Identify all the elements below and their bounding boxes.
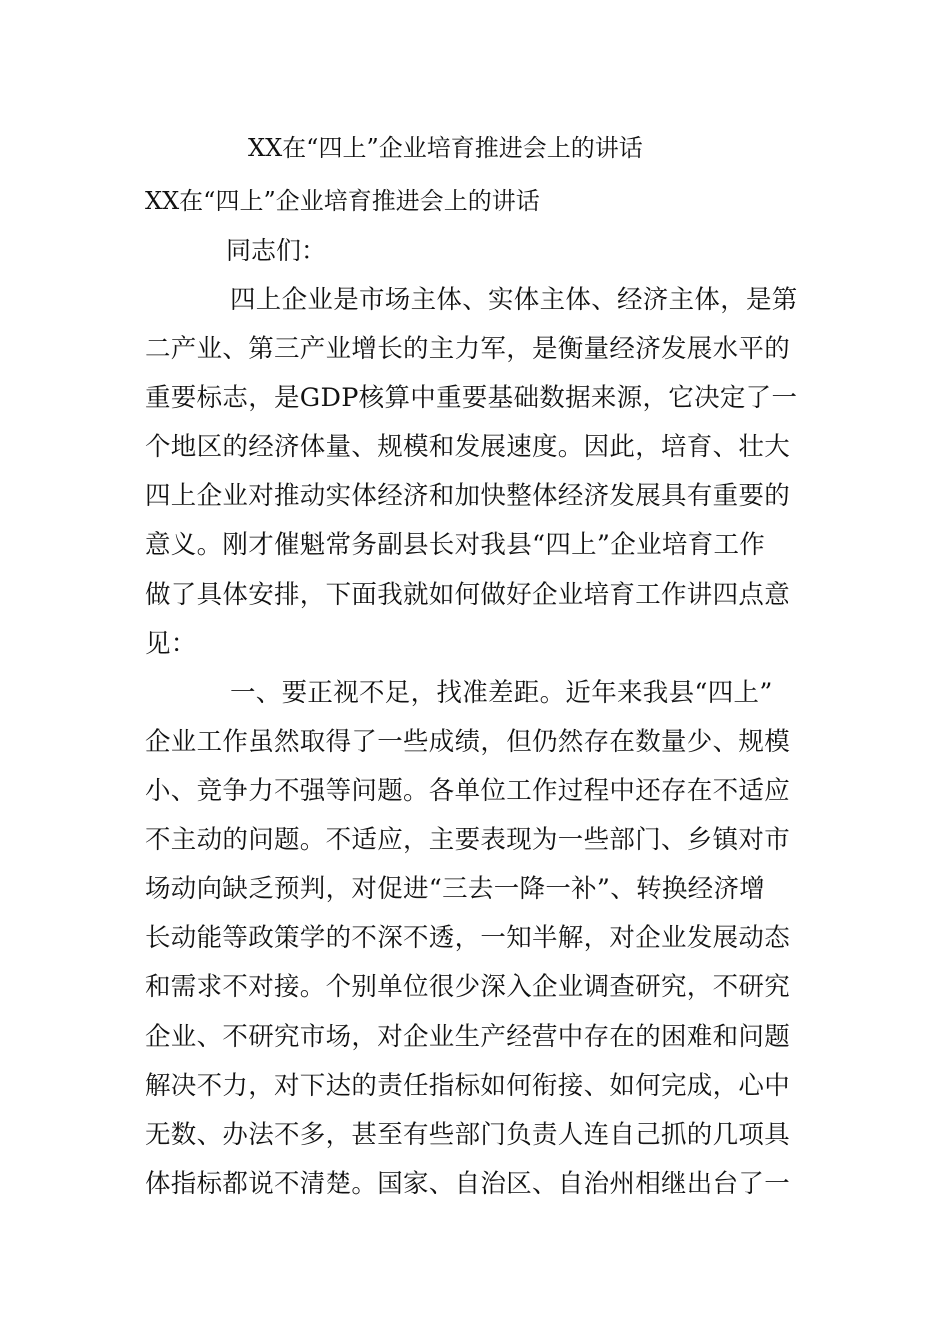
paragraph-line: 解决不力，对下达的责任指标如何衔接、如何完成，心中 bbox=[145, 1071, 791, 1101]
paragraph-line: 见： bbox=[145, 629, 197, 659]
document-subtitle: XX在“四上”企业培育推进会上的讲话 bbox=[145, 187, 540, 215]
paragraph-line: 意义。刚才催魁常务副县长对我县“四上”企业培育工作 bbox=[145, 530, 766, 560]
paragraph-line: 长动能等政策学的不深不透，一知半解，对企业发展动态 bbox=[145, 923, 791, 953]
paragraph-line: 重要标志，是GDP核算中重要基础数据来源，它决定了一 bbox=[145, 383, 798, 413]
paragraph-line: 企业、不研究市场，对企业生产经营中存在的困难和问题 bbox=[145, 1022, 791, 1052]
paragraph-line: 四上企业是市场主体、实体主体、经济主体，是第 bbox=[230, 285, 798, 315]
paragraph-line: 场动向缺乏预判，对促进“三去一降一补”、转换经济增 bbox=[145, 874, 766, 904]
document-title: XX在“四上”企业培育推进会上的讲话 bbox=[248, 134, 643, 162]
paragraph-line: 体指标都说不清楚。国家、自治区、自治州相继出台了一 bbox=[145, 1169, 791, 1199]
paragraph-line: 个地区的经济体量、规模和发展速度。因此，培育、壮大 bbox=[145, 432, 791, 462]
paragraph-line: 企业工作虽然取得了一些成绩，但仍然存在数量少、规模 bbox=[145, 727, 791, 757]
paragraph-line: 二产业、第三产业增长的主力军，是衡量经济发展水平的 bbox=[145, 334, 791, 364]
paragraph-line: 四上企业对推动实体经济和加快整体经济发展具有重要的 bbox=[145, 481, 791, 511]
paragraph-line: 一、要正视不足，找准差距。近年来我县“四上” bbox=[230, 678, 773, 708]
paragraph-line: 做了具体安排，下面我就如何做好企业培育工作讲四点意 bbox=[145, 580, 791, 610]
greeting: 同志们： bbox=[226, 236, 327, 265]
paragraph-line: 无数、办法不多，甚至有些部门负责人连自己抓的几项具 bbox=[145, 1120, 791, 1150]
paragraph-line: 和需求不对接。个别单位很少深入企业调查研究，不研究 bbox=[145, 972, 791, 1002]
paragraph-line: 不主动的问题。不适应，主要表现为一些部门、乡镇对市 bbox=[145, 825, 791, 855]
paragraph-line: 小、竞争力不强等问题。各单位工作过程中还存在不适应 bbox=[145, 776, 791, 806]
